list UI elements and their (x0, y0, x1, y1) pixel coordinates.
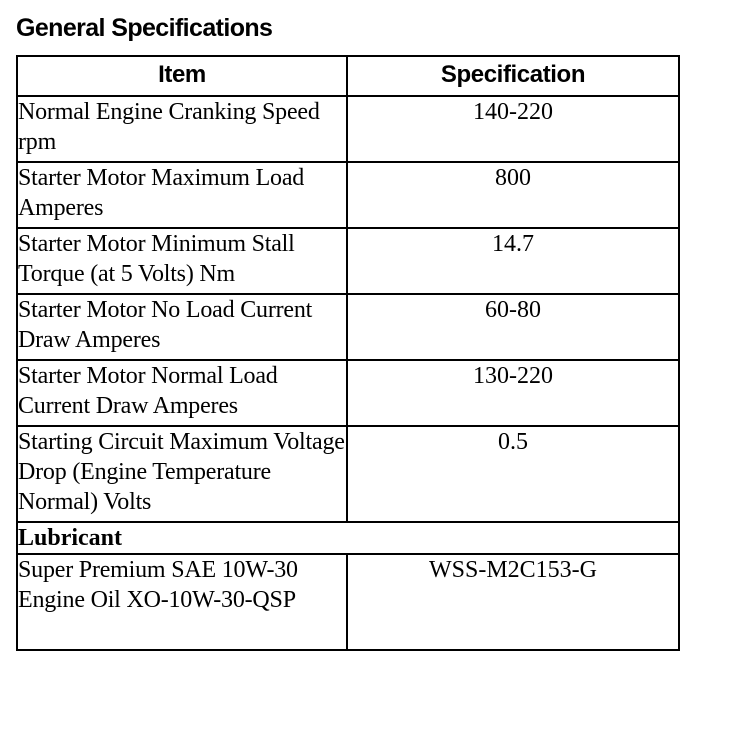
table-row (17, 162, 679, 228)
row-item: Starter Motor Maximum Load Amperes (17, 162, 347, 228)
row-item: Super Premium SAE 10W-30 Engine Oil XO-10W-30-QSP (17, 554, 347, 650)
row-value: 140-220 (347, 96, 679, 162)
section-row (17, 522, 679, 554)
row-item: Starter Motor Minimum Stall Torque (at 5 Volts) Nm (17, 228, 347, 294)
row-item: Starter Motor Normal Load Current Draw Amperes (17, 360, 347, 426)
table-row (17, 360, 679, 426)
row-item: Normal Engine Cranking Speed rpm (17, 96, 347, 162)
table-row (17, 228, 679, 294)
header-item: Item (17, 56, 347, 96)
specifications-table (16, 55, 680, 651)
table-row (17, 426, 679, 522)
row-value: 0.5 (347, 426, 679, 522)
page-title: General Specifications (16, 14, 273, 42)
row-value: WSS-M2C153-G (347, 554, 679, 650)
table-row (17, 294, 679, 360)
row-value: 800 (347, 162, 679, 228)
table-row (17, 554, 679, 650)
row-value: 130-220 (347, 360, 679, 426)
row-item: Starter Motor No Load Current Draw Amperes (17, 294, 347, 360)
row-value: 14.7 (347, 228, 679, 294)
row-value: 60-80 (347, 294, 679, 360)
table-header-row (17, 56, 679, 96)
header-specification: Specification (347, 56, 679, 96)
table-row (17, 96, 679, 162)
row-item: Starting Circuit Maximum Voltage Drop (Engine Temperature Normal) Volts (17, 426, 347, 522)
section-heading-lubricant: Lubricant (17, 522, 679, 554)
